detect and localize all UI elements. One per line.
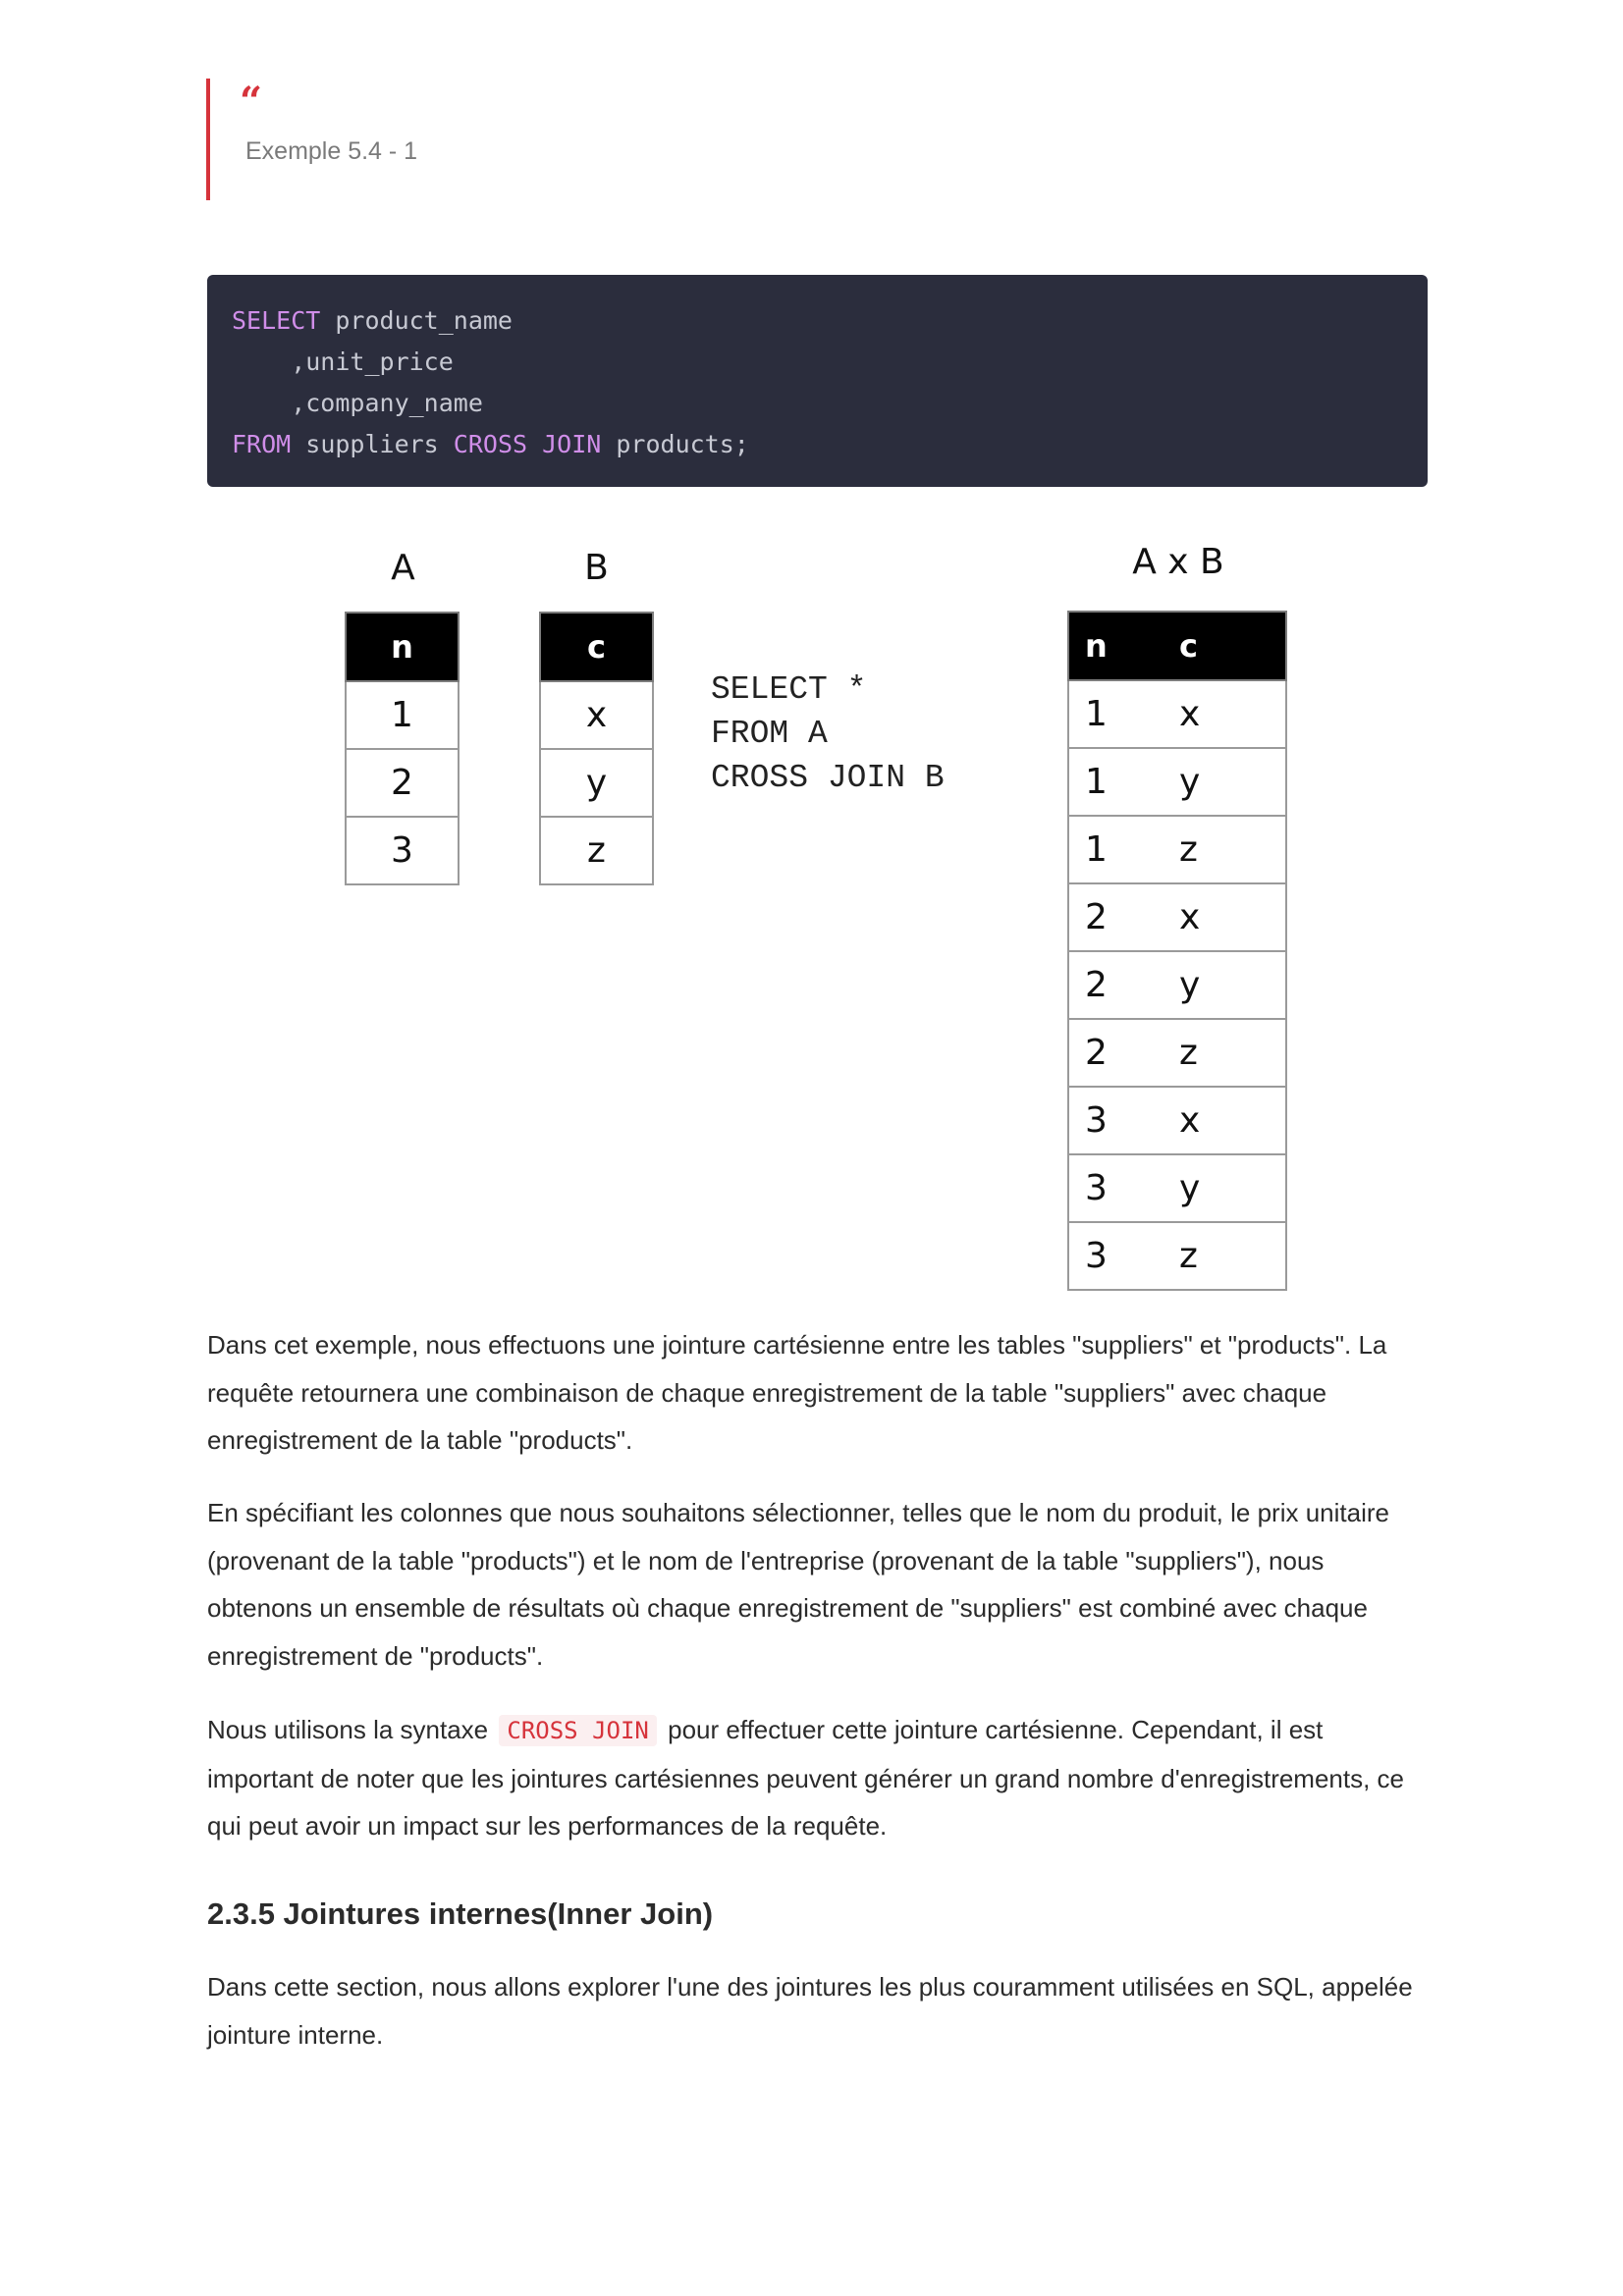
table-ab-cell: 3 xyxy=(1068,1087,1175,1154)
table-ab-cell: 2 xyxy=(1068,883,1175,951)
table-ab-cell: 1 xyxy=(1068,680,1175,748)
table-ab-cell: y xyxy=(1175,951,1286,1019)
table-b-title: B xyxy=(584,548,609,588)
table-a xyxy=(345,612,460,885)
table-a-cell: 1 xyxy=(346,681,459,749)
table-b-cell: x xyxy=(540,681,653,749)
table-ab-cell: x xyxy=(1175,883,1286,951)
example-label: Exemple 5.4 - 1 xyxy=(245,137,418,165)
table-ab-cell: y xyxy=(1175,748,1286,816)
table-a-header: n xyxy=(346,613,459,681)
table-ab-cell: z xyxy=(1175,1019,1286,1087)
quote-icon: “ xyxy=(240,79,263,125)
table-a-cell: 2 xyxy=(346,749,459,817)
table-a-cell: 3 xyxy=(346,817,459,884)
code-keyword: SELECT xyxy=(232,306,321,335)
table-ab-cell: 2 xyxy=(1068,951,1175,1019)
query-line: FROM A xyxy=(711,716,828,752)
table-ab-cell: 3 xyxy=(1068,1154,1175,1222)
table-ab-cell: 1 xyxy=(1068,748,1175,816)
paragraph-1: Dans cet exemple, nous effectuons une jointure cartésienne entre les tables "suppliers" et "products". La requête retournera une combinaison de chaque enregistrement de la table "suppliers" avec chaque enregistrement de la table "products". xyxy=(207,1330,1387,1455)
code-keyword: CROSS JOIN xyxy=(453,430,602,458)
code-text: ,unit_price xyxy=(232,347,454,376)
table-ab-cell: z xyxy=(1175,1222,1286,1290)
code-text: suppliers xyxy=(291,430,454,458)
table-ab-cell: 2 xyxy=(1068,1019,1175,1087)
table-ab-cell: y xyxy=(1175,1154,1286,1222)
paragraph-2: En spécifiant les colonnes que nous souhaitons sélectionner, telles que le nom du produit, le prix unitaire (provenant de la table "products") et le nom de l'entreprise (provenant de la table "suppliers"), nous obtenons un ensemble de résultats où chaque enregistrement de "suppliers" est combiné avec chaque enregistrement de "products". xyxy=(207,1498,1389,1671)
paragraph-3-text: Nous utilisons la syntaxe xyxy=(207,1715,489,1744)
table-b-cell: y xyxy=(540,749,653,817)
table-b-header: c xyxy=(540,613,653,681)
table-ab xyxy=(1067,611,1287,1291)
paragraph-4: Dans cette section, nous allons explorer l'une des jointures les plus couramment utilisées en SQL, appelée jointure interne. xyxy=(207,1972,1413,2050)
code-text: ,company_name xyxy=(232,389,483,417)
paragraph-3-text: pour effectuer cette jointure cartésienne. Cependant, il est important de noter que les jointures cartésiennes peuvent générer un grand nombre d'enregistrements, ce qui peut avoir un impact sur les performances de la requête. xyxy=(207,1715,1405,1841)
table-ab-cell: 1 xyxy=(1068,816,1175,883)
query-line: CROSS JOIN B xyxy=(711,760,945,796)
section-heading: 2.3.5 Jointures internes(Inner Join) xyxy=(207,1896,714,1931)
table-ab-cell: 3 xyxy=(1068,1222,1175,1290)
code-text: products; xyxy=(601,430,749,458)
table-ab-title: A x B xyxy=(1132,542,1224,582)
table-ab-header: n xyxy=(1068,612,1175,680)
table-ab-header: c xyxy=(1175,612,1286,680)
cross-join-query xyxy=(711,667,945,800)
query-line: SELECT * xyxy=(711,671,867,708)
table-a-title: A xyxy=(391,548,415,588)
paragraph-3 xyxy=(207,1706,1425,1850)
table-b xyxy=(539,612,654,885)
table-ab-cell: x xyxy=(1175,680,1286,748)
inline-code-cross-join: CROSS JOIN xyxy=(499,1715,657,1746)
table-ab-cell: z xyxy=(1175,816,1286,883)
table-b-cell: z xyxy=(540,817,653,884)
code-text: product_name xyxy=(320,306,513,335)
table-ab-cell: x xyxy=(1175,1087,1286,1154)
code-keyword: FROM xyxy=(232,430,292,458)
